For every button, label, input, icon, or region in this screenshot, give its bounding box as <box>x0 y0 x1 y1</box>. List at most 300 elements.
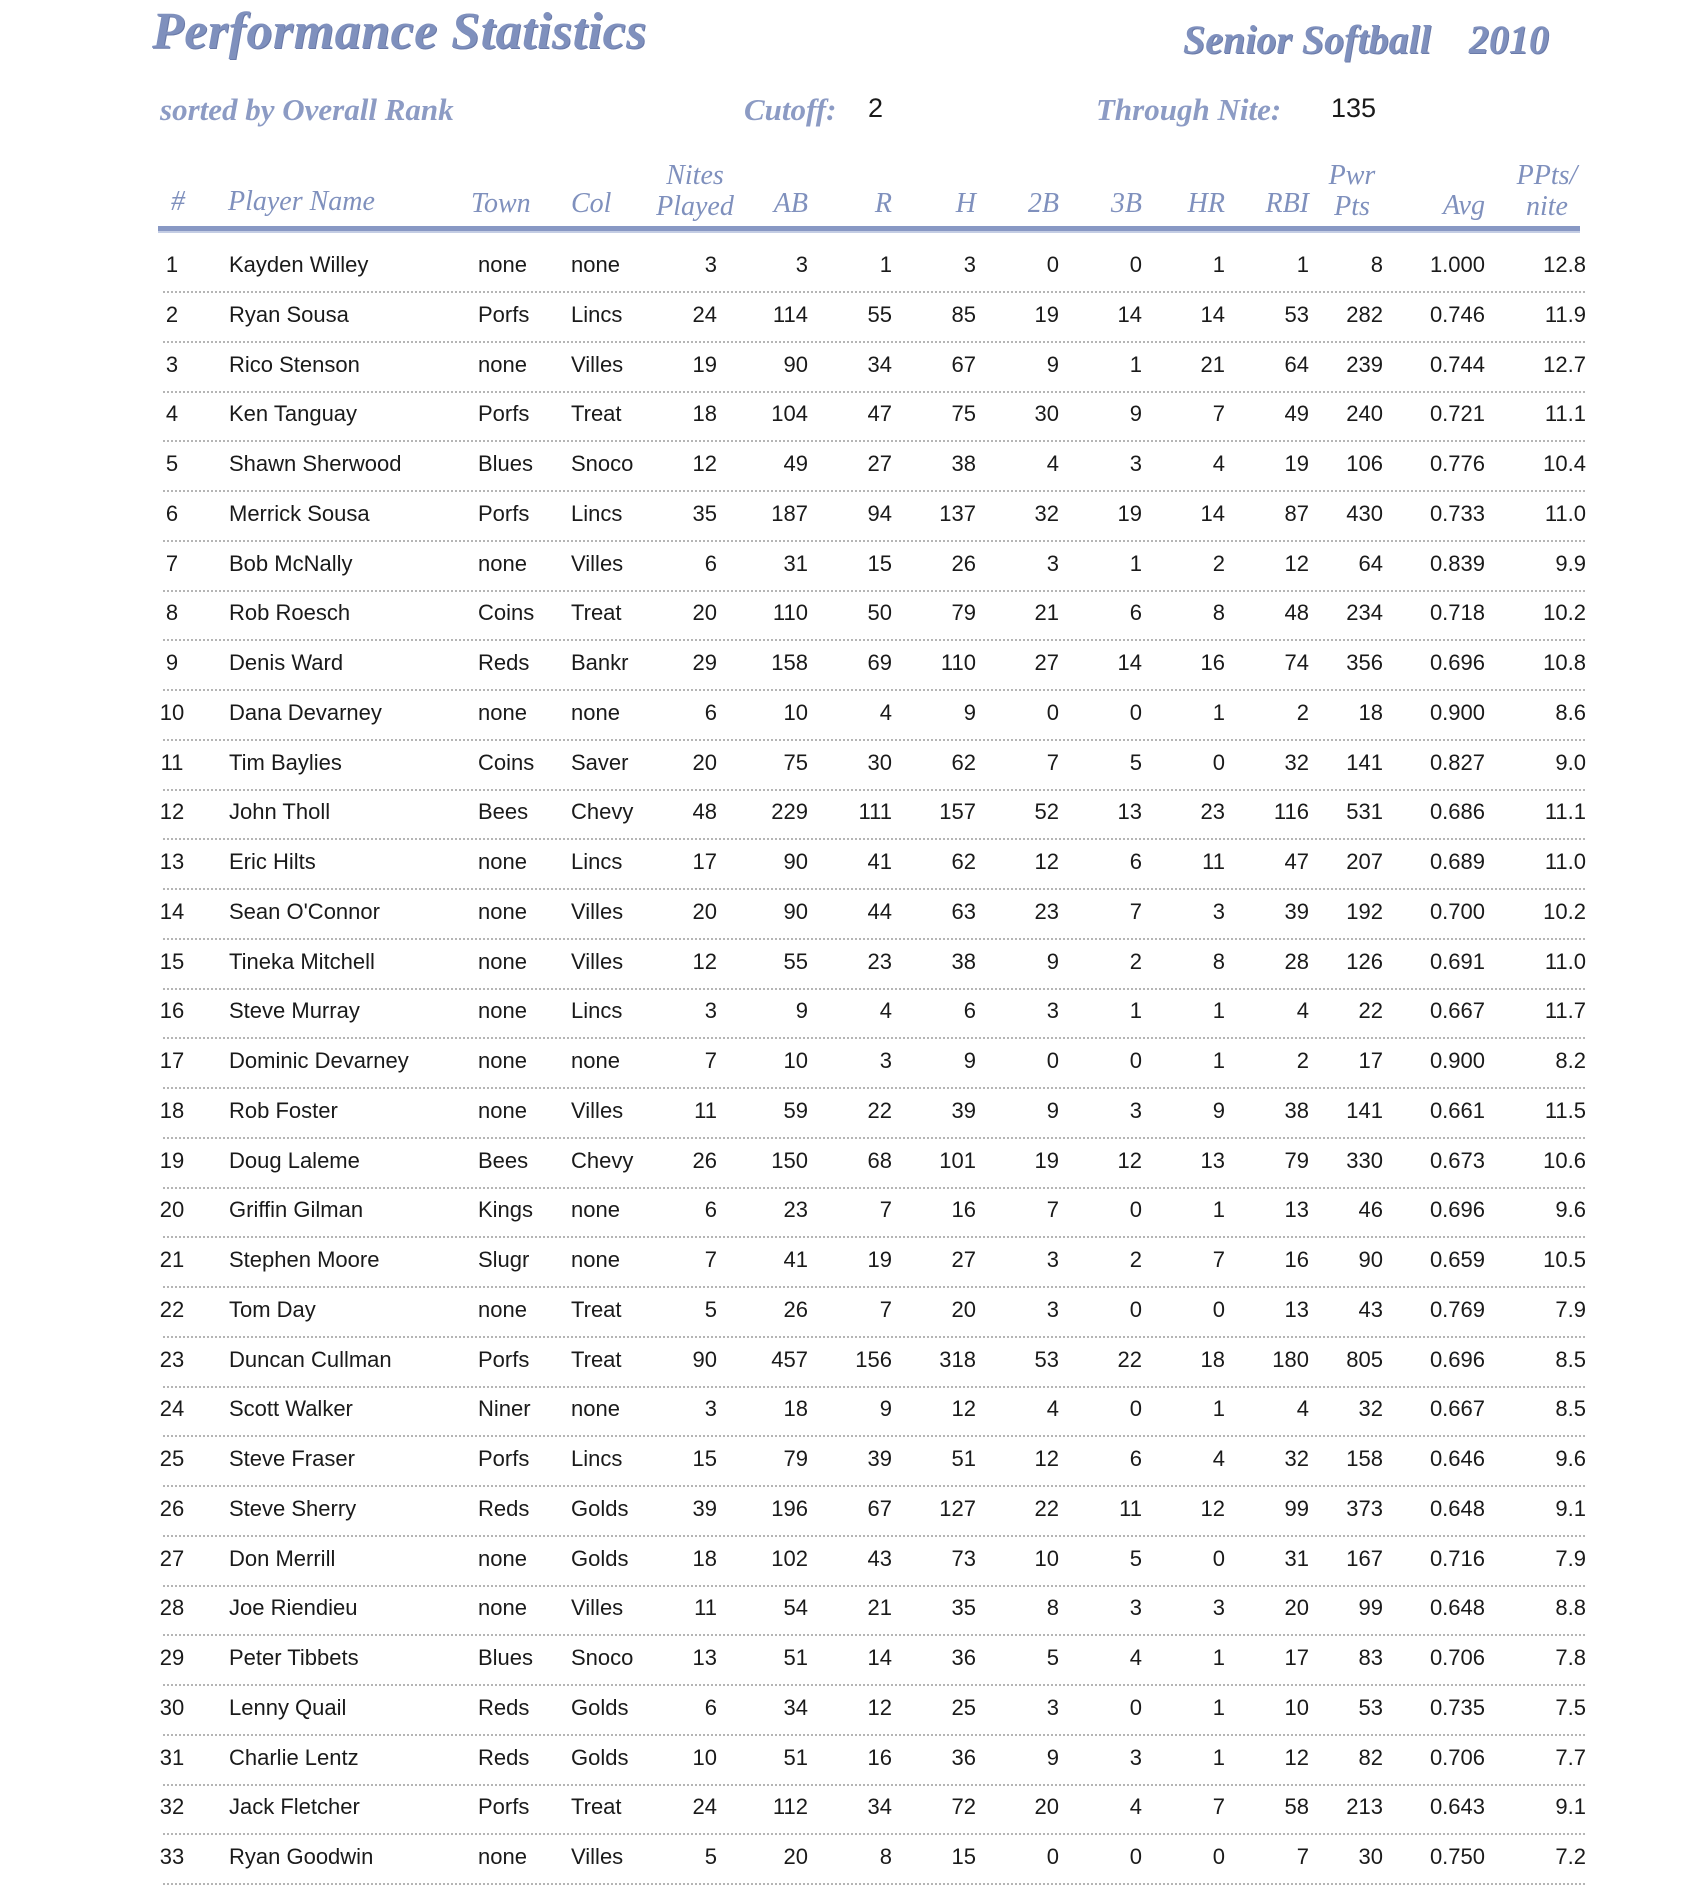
cell-3b: 5 <box>1129 1545 1142 1571</box>
cell-col: Treat <box>571 1296 622 1322</box>
cell-rbi: 10 <box>1284 1694 1309 1720</box>
col-header-player-name: Player Name <box>228 186 375 217</box>
cell-ppts-per-nite: 10.2 <box>1543 898 1586 924</box>
cell-player-name: Dominic Devarney <box>229 1048 409 1073</box>
cell-h: 137 <box>939 500 976 526</box>
cell-2b: 53 <box>1034 1346 1059 1372</box>
cell-rbi: 32 <box>1284 749 1309 775</box>
cell-pwr-pts: 43 <box>1358 1296 1383 1322</box>
cell-pwr-pts: 8 <box>1370 252 1383 277</box>
cell-ppts-per-nite: 7.8 <box>1555 1645 1586 1670</box>
cell-2b: 19 <box>1034 1147 1059 1173</box>
cell-ab: 54 <box>783 1595 808 1621</box>
cell-hr: 1 <box>1212 699 1225 725</box>
cell-pwr-pts: 158 <box>1346 1446 1383 1471</box>
header-rule <box>158 226 1580 233</box>
cell-2b: 8 <box>1046 1595 1059 1621</box>
cell-avg: 0.686 <box>1429 799 1485 825</box>
cell-ppts-per-nite: 7.9 <box>1555 1296 1586 1322</box>
cell-ppts-per-nite: 7.2 <box>1555 1844 1586 1869</box>
cell-hr: 3 <box>1212 898 1225 924</box>
cell-2b: 23 <box>1034 898 1059 924</box>
cell-player-name: Ken Tanguay <box>229 401 358 427</box>
cell-player-name: Kayden Willey <box>229 252 369 277</box>
cell-h: 36 <box>951 1645 976 1670</box>
cell-player-name: Tim Baylies <box>229 749 342 775</box>
cell-town: Niner <box>478 1396 531 1422</box>
cell-r: 27 <box>867 451 892 476</box>
cell-avg: 0.667 <box>1429 998 1485 1024</box>
col-header-ppts-per-nite: PPts/ nite <box>1516 160 1578 222</box>
table-row <box>0 1243 1700 1293</box>
cell-h: 3 <box>963 252 976 277</box>
cell-2b: 52 <box>1034 799 1059 825</box>
cell-r: 30 <box>867 749 892 775</box>
cell-ab: 9 <box>795 998 808 1024</box>
cell-player-name: Joe Riendieu <box>229 1595 358 1621</box>
cell-col: Villes <box>571 1595 624 1621</box>
cell-rbi: 58 <box>1284 1794 1309 1820</box>
cell-r: 34 <box>867 1794 892 1820</box>
cell-nites-played: 29 <box>692 650 717 675</box>
cell-avg: 0.776 <box>1429 451 1485 476</box>
cell-player-name: Ryan Goodwin <box>229 1844 374 1869</box>
cell-rbi: 16 <box>1284 1247 1309 1272</box>
cell-town: none <box>478 898 527 924</box>
cell-rank: 7 <box>165 550 179 576</box>
cell-nites-played: 6 <box>704 699 717 725</box>
cell-nites-played: 11 <box>694 1097 717 1123</box>
cell-col: Villes <box>571 1844 624 1869</box>
cell-pwr-pts: 240 <box>1346 401 1383 427</box>
cell-rank: 33 <box>159 1844 185 1869</box>
cell-3b: 3 <box>1129 1744 1142 1770</box>
cell-3b: 2 <box>1129 948 1142 974</box>
table-row <box>0 1144 1700 1194</box>
cell-rbi: 99 <box>1284 1495 1309 1521</box>
cell-h: 318 <box>939 1346 976 1372</box>
cell-nites-played: 17 <box>692 849 717 874</box>
cell-pwr-pts: 141 <box>1346 1097 1383 1123</box>
cell-col: Lincs <box>571 500 623 526</box>
table-row <box>0 1044 1700 1094</box>
cell-town: none <box>478 1296 527 1322</box>
cell-3b: 1 <box>1129 351 1142 377</box>
cell-rbi: 2 <box>1296 699 1309 725</box>
cell-ab: 18 <box>783 1396 808 1422</box>
cell-pwr-pts: 167 <box>1346 1545 1383 1571</box>
cell-nites-played: 26 <box>692 1147 717 1173</box>
col-header-h: H <box>955 188 976 219</box>
cell-ppts-per-nite: 9.0 <box>1555 749 1586 775</box>
cell-player-name: John Tholl <box>229 799 331 825</box>
cell-nites-played: 3 <box>704 252 717 277</box>
cell-rank: 19 <box>159 1147 185 1173</box>
cell-avg: 0.744 <box>1429 351 1485 377</box>
cell-2b: 12 <box>1034 849 1059 874</box>
cell-h: 127 <box>939 1495 976 1521</box>
cell-pwr-pts: 82 <box>1358 1744 1383 1770</box>
cell-town: Porfs <box>478 301 530 327</box>
cell-rank: 21 <box>159 1247 185 1272</box>
cell-nites-played: 90 <box>692 1346 717 1372</box>
cell-rank: 22 <box>159 1296 185 1322</box>
cell-2b: 3 <box>1046 998 1059 1024</box>
cell-r: 4 <box>879 699 892 725</box>
cell-h: 20 <box>951 1296 976 1322</box>
table-row <box>0 248 1700 298</box>
cell-rank: 28 <box>159 1595 185 1621</box>
cell-hr: 7 <box>1212 1794 1225 1820</box>
cell-nites-played: 48 <box>692 799 717 825</box>
cell-2b: 9 <box>1046 1744 1059 1770</box>
col-header-nites-played: Nites Played <box>656 160 734 222</box>
cell-col: Bankr <box>571 650 629 675</box>
table-row <box>0 1293 1700 1343</box>
col-header-2b: 2B <box>1027 188 1059 219</box>
cell-rank: 8 <box>165 600 179 626</box>
cell-rbi: 64 <box>1284 351 1309 377</box>
cell-ab: 41 <box>783 1247 808 1272</box>
table-row <box>0 994 1700 1044</box>
cell-r: 67 <box>867 1495 892 1521</box>
cell-ab: 90 <box>783 351 808 377</box>
table-row <box>0 895 1700 945</box>
cell-town: Blues <box>478 451 534 476</box>
cell-ppts-per-nite: 9.1 <box>1555 1495 1586 1521</box>
cell-hr: 1 <box>1212 1744 1225 1770</box>
cell-ppts-per-nite: 11.9 <box>1544 301 1586 327</box>
cell-col: Saver <box>571 749 629 775</box>
cell-hr: 9 <box>1212 1097 1225 1123</box>
cell-pwr-pts: 192 <box>1346 898 1383 924</box>
cell-rbi: 7 <box>1296 1844 1309 1869</box>
col-header-town: Town <box>471 188 531 219</box>
cell-rbi: 2 <box>1296 1048 1309 1073</box>
cell-ab: 90 <box>783 898 808 924</box>
cell-player-name: Don Merrill <box>229 1545 336 1571</box>
cell-town: Blues <box>478 1645 534 1670</box>
cell-nites-played: 12 <box>692 948 717 974</box>
cell-nites-played: 5 <box>704 1844 717 1869</box>
cell-h: 75 <box>951 401 976 427</box>
cell-ab: 26 <box>783 1296 808 1322</box>
cell-player-name: Scott Walker <box>229 1396 353 1422</box>
table-row <box>0 1442 1700 1492</box>
cell-3b: 19 <box>1117 500 1142 526</box>
cell-nites-played: 18 <box>692 401 717 427</box>
cell-ab: 51 <box>783 1744 808 1770</box>
cell-town: Porfs <box>478 1794 530 1820</box>
cell-hr: 12 <box>1200 1495 1225 1521</box>
cell-3b: 1 <box>1129 550 1142 576</box>
page-title: Performance Statistics <box>152 3 647 60</box>
cell-rbi: 12 <box>1284 1744 1309 1770</box>
cell-ab: 51 <box>783 1645 808 1670</box>
cell-town: Porfs <box>478 401 530 427</box>
cell-3b: 13 <box>1117 799 1142 825</box>
cell-nites-played: 7 <box>704 1048 717 1073</box>
cell-hr: 4 <box>1212 1446 1225 1471</box>
cell-ppts-per-nite: 9.6 <box>1555 1197 1586 1223</box>
table-row <box>0 696 1700 746</box>
cell-ab: 10 <box>783 699 808 725</box>
cell-player-name: Stephen Moore <box>229 1247 380 1272</box>
col-header-rbi: RBI <box>1265 188 1309 219</box>
cell-ppts-per-nite: 9.6 <box>1555 1446 1586 1471</box>
cell-nites-played: 10 <box>692 1744 717 1770</box>
cell-pwr-pts: 22 <box>1358 998 1383 1024</box>
cell-hr: 13 <box>1200 1147 1225 1173</box>
cell-h: 26 <box>951 550 976 576</box>
cell-h: 25 <box>951 1694 976 1720</box>
cell-ab: 102 <box>771 1545 808 1571</box>
cell-ab: 457 <box>771 1346 808 1372</box>
cell-hr: 8 <box>1212 600 1225 626</box>
cell-rank: 2 <box>165 301 179 327</box>
cell-r: 7 <box>879 1296 892 1322</box>
cell-rank: 13 <box>159 849 185 874</box>
cell-2b: 32 <box>1034 500 1059 526</box>
cell-2b: 3 <box>1046 550 1059 576</box>
cell-ppts-per-nite: 10.4 <box>1543 451 1586 476</box>
cell-player-name: Bob McNally <box>229 550 353 576</box>
cell-nites-played: 39 <box>692 1495 717 1521</box>
cell-nites-played: 6 <box>704 1197 717 1223</box>
cell-pwr-pts: 90 <box>1358 1247 1383 1272</box>
cell-town: none <box>478 1844 527 1869</box>
table-row <box>0 845 1700 895</box>
cell-avg: 0.700 <box>1429 898 1485 924</box>
cell-avg: 1.000 <box>1429 252 1485 277</box>
cell-hr: 1 <box>1212 1197 1225 1223</box>
cell-h: 51 <box>951 1446 976 1471</box>
col-header-ab: AB <box>773 188 808 219</box>
cell-3b: 4 <box>1129 1794 1142 1820</box>
cell-3b: 6 <box>1129 1446 1142 1471</box>
cell-ab: 34 <box>783 1694 808 1720</box>
cell-rbi: 38 <box>1284 1097 1309 1123</box>
cell-pwr-pts: 330 <box>1346 1147 1383 1173</box>
table-row <box>0 1542 1700 1592</box>
cell-hr: 0 <box>1212 749 1225 775</box>
cell-pwr-pts: 64 <box>1358 550 1383 576</box>
cell-nites-played: 13 <box>692 1645 717 1670</box>
cell-avg: 0.839 <box>1429 550 1485 576</box>
cell-r: 22 <box>867 1097 892 1123</box>
cell-ppts-per-nite: 8.5 <box>1555 1346 1586 1372</box>
cell-r: 12 <box>867 1694 892 1720</box>
cell-rank: 18 <box>159 1097 185 1123</box>
cell-2b: 0 <box>1046 699 1059 725</box>
cell-rank: 26 <box>159 1495 185 1521</box>
cell-ppts-per-nite: 10.5 <box>1543 1247 1586 1272</box>
cell-rbi: 12 <box>1284 550 1309 576</box>
cell-3b: 14 <box>1117 650 1142 675</box>
cell-nites-played: 24 <box>692 301 717 327</box>
cell-r: 9 <box>879 1396 892 1422</box>
cell-h: 12 <box>951 1396 976 1422</box>
cell-avg: 0.661 <box>1429 1097 1485 1123</box>
col-header-avg: Avg <box>1443 190 1485 221</box>
cell-nites-played: 12 <box>692 451 717 476</box>
cell-hr: 18 <box>1200 1346 1225 1372</box>
cell-ppts-per-nite: 8.8 <box>1555 1595 1586 1621</box>
cell-ppts-per-nite: 12.8 <box>1543 252 1586 277</box>
cell-r: 55 <box>867 301 892 327</box>
cell-ab: 10 <box>783 1048 808 1073</box>
cell-town: Reds <box>478 1495 530 1521</box>
cell-h: 72 <box>951 1794 976 1820</box>
cell-r: 8 <box>879 1844 892 1869</box>
cell-player-name: Griffin Gilman <box>229 1197 364 1223</box>
cell-2b: 22 <box>1034 1495 1059 1521</box>
through-nite-value: 135 <box>1331 93 1377 123</box>
cell-ppts-per-nite: 9.1 <box>1555 1794 1586 1820</box>
cell-pwr-pts: 99 <box>1358 1595 1383 1621</box>
cell-2b: 20 <box>1034 1794 1059 1820</box>
cell-r: 19 <box>867 1247 892 1272</box>
cell-pwr-pts: 805 <box>1346 1346 1383 1372</box>
cell-ppts-per-nite: 10.8 <box>1543 650 1586 675</box>
cell-ab: 49 <box>783 451 808 476</box>
cell-ab: 158 <box>771 650 808 675</box>
cell-avg: 0.900 <box>1429 1048 1485 1073</box>
cell-col: Lincs <box>571 1446 623 1471</box>
cell-3b: 12 <box>1117 1147 1142 1173</box>
cell-3b: 2 <box>1129 1247 1142 1272</box>
cell-ab: 31 <box>783 550 808 576</box>
cell-h: 62 <box>951 749 976 775</box>
cell-player-name: Tom Day <box>229 1296 316 1322</box>
cell-r: 14 <box>867 1645 892 1670</box>
cell-hr: 1 <box>1212 252 1225 277</box>
cell-player-name: Lenny Quail <box>229 1694 347 1720</box>
cell-col: Golds <box>571 1545 629 1571</box>
cell-hr: 0 <box>1212 1545 1225 1571</box>
cell-rank: 5 <box>165 451 179 476</box>
cell-h: 110 <box>940 650 976 675</box>
cell-player-name: Duncan Cullman <box>229 1346 392 1372</box>
cell-town: none <box>478 1097 527 1123</box>
cell-player-name: Steve Sherry <box>229 1495 357 1521</box>
cell-pwr-pts: 141 <box>1346 749 1383 775</box>
cell-hr: 21 <box>1200 351 1225 377</box>
cell-col: Villes <box>571 898 624 924</box>
cell-avg: 0.659 <box>1429 1247 1485 1272</box>
cell-avg: 0.696 <box>1429 1346 1485 1372</box>
cell-col: Lincs <box>571 998 623 1024</box>
cell-r: 23 <box>867 948 892 974</box>
cell-2b: 0 <box>1046 252 1059 277</box>
cell-town: none <box>478 351 527 377</box>
cell-pwr-pts: 373 <box>1346 1495 1383 1521</box>
cell-2b: 3 <box>1046 1296 1059 1322</box>
cell-2b: 4 <box>1046 1396 1059 1422</box>
cell-rbi: 87 <box>1284 500 1309 526</box>
cell-nites-played: 20 <box>692 749 717 775</box>
cell-avg: 0.733 <box>1429 500 1485 526</box>
cell-r: 43 <box>867 1545 892 1571</box>
cell-rank: 30 <box>159 1694 185 1720</box>
cell-col: none <box>571 252 620 277</box>
cell-player-name: Ryan Sousa <box>229 301 349 327</box>
cell-town: Porfs <box>478 1346 530 1372</box>
cell-r: 34 <box>867 351 892 377</box>
cell-pwr-pts: 126 <box>1346 948 1383 974</box>
cell-rank: 10 <box>159 699 185 725</box>
cell-rbi: 19 <box>1284 451 1309 476</box>
league-name: Senior Softball <box>1183 17 1431 62</box>
cell-ab: 150 <box>771 1147 808 1173</box>
cell-col: none <box>571 1247 620 1272</box>
cell-hr: 16 <box>1200 650 1225 675</box>
cell-nites-played: 3 <box>704 998 717 1024</box>
cell-rank: 1 <box>165 252 179 277</box>
cell-ab: 114 <box>772 301 808 327</box>
cell-rank: 31 <box>159 1744 185 1770</box>
cell-town: none <box>478 1595 527 1621</box>
cell-avg: 0.673 <box>1429 1147 1485 1173</box>
cell-hr: 7 <box>1212 1247 1225 1272</box>
cell-ppts-per-nite: 12.7 <box>1543 351 1586 377</box>
cell-hr: 23 <box>1200 799 1225 825</box>
cell-pwr-pts: 17 <box>1358 1048 1383 1073</box>
cell-ab: 112 <box>772 1794 808 1820</box>
cell-ab: 3 <box>795 252 808 277</box>
cell-col: Villes <box>571 1097 624 1123</box>
cell-ab: 79 <box>783 1446 808 1471</box>
table-row <box>0 596 1700 646</box>
cell-2b: 21 <box>1034 600 1059 626</box>
cell-rbi: 28 <box>1284 948 1309 974</box>
cell-ppts-per-nite: 7.9 <box>1555 1545 1586 1571</box>
cell-3b: 22 <box>1117 1346 1142 1372</box>
cell-h: 15 <box>951 1844 976 1869</box>
cell-r: 44 <box>867 898 892 924</box>
cell-player-name: Rico Stenson <box>229 351 360 377</box>
cell-nites-played: 19 <box>692 351 717 377</box>
season-year: 2010 <box>1468 17 1549 62</box>
cell-ppts-per-nite: 11.7 <box>1544 998 1586 1024</box>
cell-avg: 0.716 <box>1429 1545 1485 1571</box>
cell-hr: 14 <box>1200 500 1225 526</box>
cell-town: none <box>478 550 527 576</box>
cell-nites-played: 20 <box>692 600 717 626</box>
cell-pwr-pts: 32 <box>1358 1396 1383 1422</box>
table-row <box>0 1641 1700 1691</box>
cell-player-name: Steve Murray <box>229 998 360 1024</box>
cell-nites-played: 18 <box>692 1545 717 1571</box>
cell-ppts-per-nite: 11.0 <box>1544 849 1586 874</box>
table-row <box>0 1591 1700 1641</box>
cell-town: Slugr <box>478 1247 530 1272</box>
cell-h: 9 <box>963 699 976 725</box>
cell-r: 50 <box>867 600 892 626</box>
table-row <box>0 547 1700 597</box>
cell-rank: 4 <box>165 401 179 427</box>
cell-player-name: Charlie Lentz <box>229 1744 359 1770</box>
table-row <box>0 497 1700 547</box>
cell-h: 67 <box>951 351 976 377</box>
cell-col: Chevy <box>571 799 634 825</box>
cell-avg: 0.750 <box>1429 1844 1485 1869</box>
cell-col: Golds <box>571 1495 629 1521</box>
cell-h: 157 <box>939 799 976 825</box>
cell-ppts-per-nite: 8.6 <box>1555 699 1586 725</box>
cell-pwr-pts: 207 <box>1346 849 1383 874</box>
cell-3b: 3 <box>1129 1595 1142 1621</box>
